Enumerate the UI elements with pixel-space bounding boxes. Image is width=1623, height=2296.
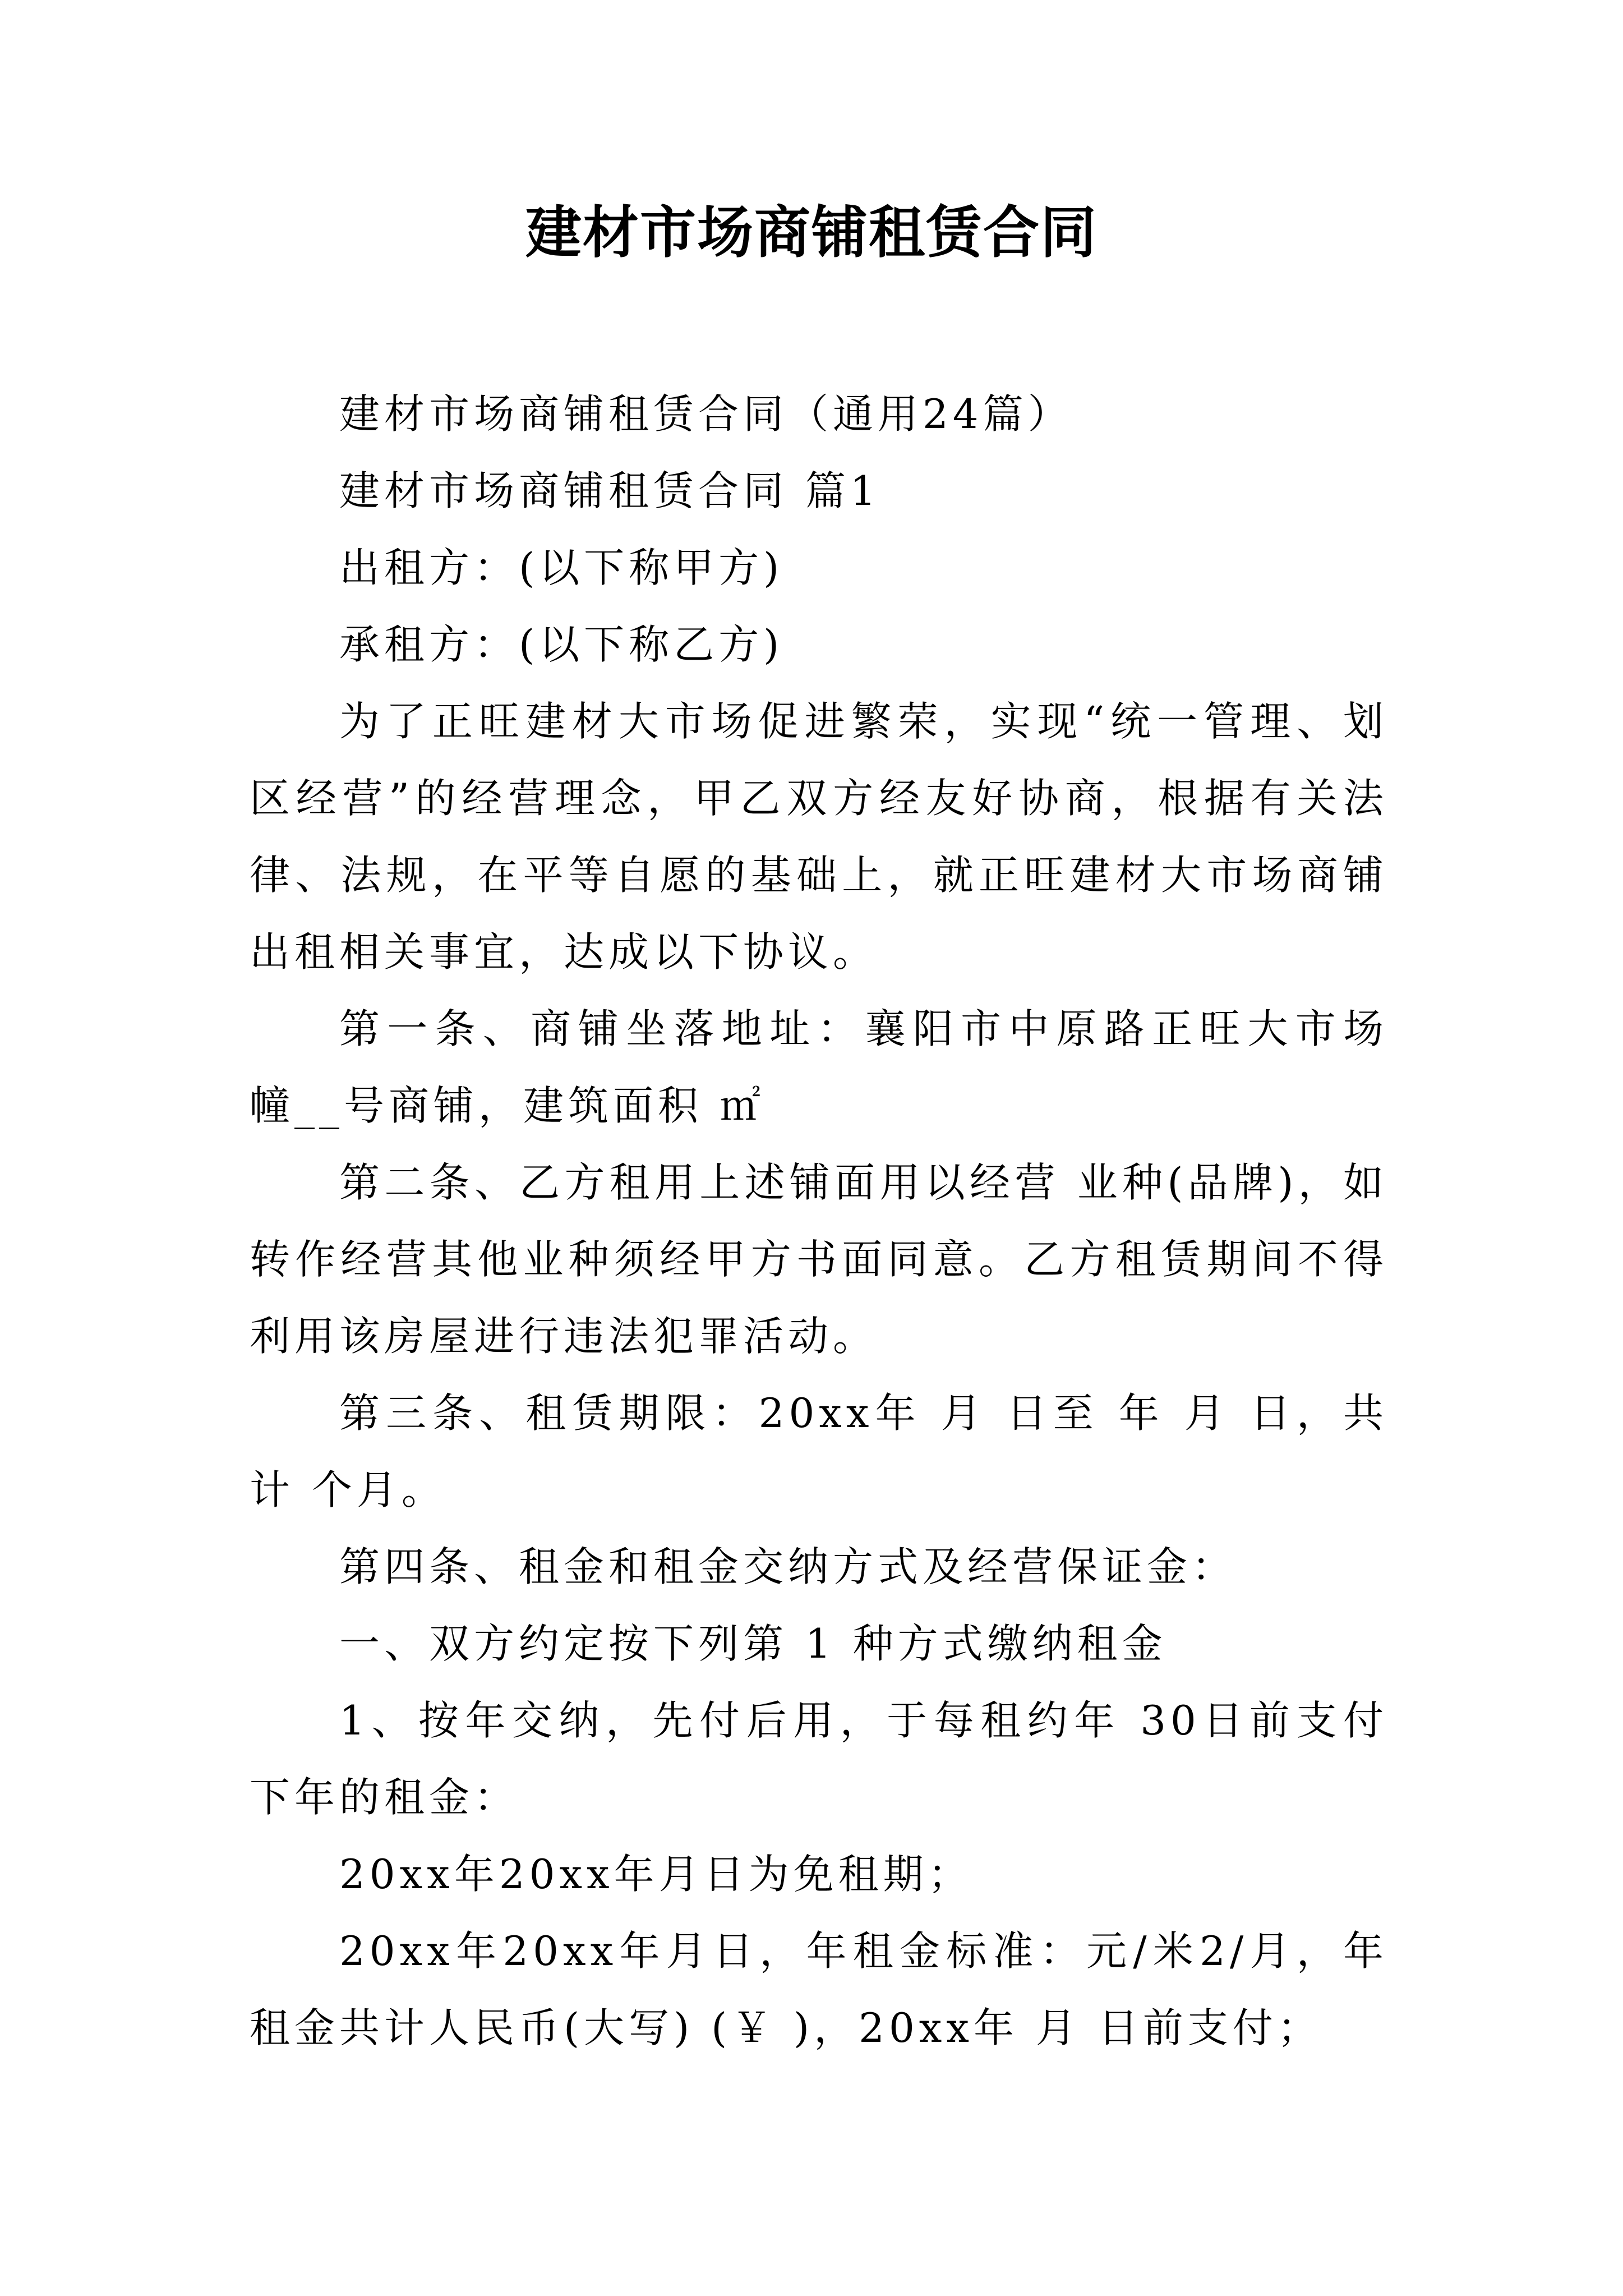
paragraph-article-4: 第四条、租金和租金交纳方式及经营保证金：: [339, 1543, 1237, 1590]
paragraph-annual-payment: 1、按年交纳，先付后用，于每租约年 30日前支付下年的租金：: [250, 1697, 1388, 1821]
paragraph-lessee: 承租方：(以下称乙方): [339, 621, 784, 668]
paragraph-preamble: 为了正旺建材大市场促进繁荣，实现“统一管理、划区经营”的经营理念，甲乙双方经友好协商，根据有关法律、法规，在平等自愿的基础上，就正旺建材大市场商铺出租相关事宜，达成以下协议。: [250, 698, 1388, 976]
paragraph-article-1: 第一条、商铺坐落地址：襄阳市中原路正旺大市场 幢__号商铺，建筑面积 ㎡: [250, 1005, 1388, 1129]
paragraph-rent-free-period: 20xx年20xx年月日为免租期；: [339, 1851, 973, 1898]
paragraph-article-2: 第二条、乙方租用上述铺面用以经营 业种(品牌)，如转作经营其他业种须经甲方书面同意。乙方租赁期间不得利用该房屋进行违法犯罪活动。: [250, 1159, 1388, 1360]
paragraph-subtitle: 建材市场商铺租赁合同（通用24篇）: [339, 390, 1073, 438]
document-body: [250, 376, 1388, 2067]
paragraph-rent-standard: 20xx年20xx年月日，年租金标准：元/米2/月，年租金共计人民币(大写) (￥ )，20xx年 月 日前支付；: [250, 1927, 1388, 2051]
paragraph-section-heading: 建材市场商铺租赁合同 篇1: [339, 467, 880, 514]
paragraph-lessor: 出租方：(以下称甲方): [339, 544, 784, 591]
paragraph-rent-method: 一、双方约定按下列第 1 种方式缴纳租金: [339, 1620, 1167, 1667]
document-title: 建材市场商铺租赁合同: [525, 200, 1098, 265]
paragraph-article-3: 第三条、租赁期限：20xx年 月 日至 年 月 日，共计 个月。: [250, 1389, 1388, 1513]
